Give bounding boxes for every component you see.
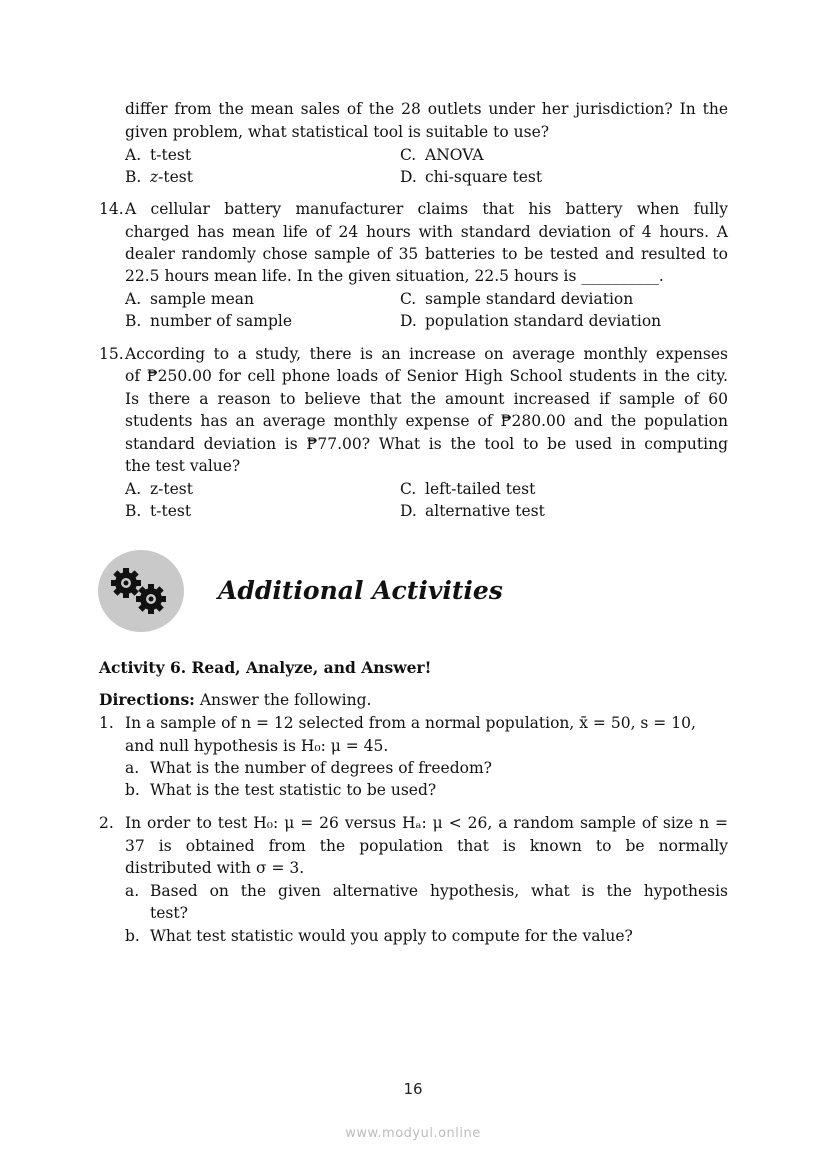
item-1-line-1: In a sample of n = 12 selected from a normal population, x̄ = 50, s = 10, — [125, 714, 696, 732]
item-2-line-2: 37 is obtained from the population that is known to be normally — [125, 837, 728, 855]
q15-line-2: of ₱250.00 for cell phone loads of Senior High School students in the city. — [125, 367, 728, 385]
q13-option-a: A. t-test — [125, 146, 192, 164]
q15-line-4: students has an average monthly expense of ₱280.00 and the population — [125, 412, 728, 430]
q15-line-5: standard deviation is ₱77.00? What is the tool to be used in computing — [125, 435, 728, 453]
activity-heading: Activity 6. Read, Analyze, and Answer! — [99, 658, 432, 677]
q14-option-c: C. sample standard deviation — [400, 290, 634, 308]
gears-icon — [98, 550, 184, 632]
q15-option-c: C. left-tailed test — [400, 480, 536, 498]
q14-line-2: charged has mean life of 24 hours with standard deviation of 4 hours. A — [125, 223, 728, 241]
item-2-sub-a-line-2: test? — [150, 904, 188, 922]
q15-number: 15. — [99, 345, 124, 363]
q15-option-b: B. t-test — [125, 502, 192, 520]
q13-line-1: differ from the mean sales of the 28 outlets under her jurisdiction? In the — [125, 100, 728, 118]
item-1-line-2: and null hypothesis is H₀: μ = 45. — [125, 737, 389, 755]
directions: Directions: Answer the following. — [99, 690, 372, 709]
q13-option-d: D. chi-square test — [400, 168, 543, 186]
item-1-sub-a: a. What is the number of degrees of freedom? — [125, 759, 492, 777]
q13-line-2: given problem, what statistical tool is suitable to use? — [125, 123, 550, 141]
q15-line-3: Is there a reason to believe that the amount increased if sample of 60 — [125, 390, 728, 408]
item-2-sub-a-letter: a. — [125, 882, 140, 900]
q15-option-a: A. z-test — [125, 480, 193, 498]
gears-svg — [98, 550, 184, 632]
q15-line-1: According to a study, there is an increase on average monthly expenses — [125, 345, 728, 363]
q14-option-d: D. population standard deviation — [400, 312, 662, 330]
watermark: www.modyul.online — [345, 1126, 481, 1141]
q14-line-3: dealer randomly chose sample of 35 batteries to be tested and resulted to — [125, 245, 728, 263]
item-2-line-1: In order to test H₀: μ = 26 versus Hₐ: μ < 26, a random sample of size n = — [125, 814, 728, 832]
q14-option-b: B. number of sample — [125, 312, 293, 330]
q15-line-6: the test value? — [125, 457, 241, 475]
q15-option-d: D. alternative test — [400, 502, 545, 520]
section-title: Additional Activities — [218, 576, 503, 605]
q14-line-4: 22.5 hours mean life. In the given situation, 22.5 hours is __________. — [125, 267, 664, 285]
item-2-sub-b: b. What test statistic would you apply to compute for the value? — [125, 927, 633, 945]
item-2-line-3: distributed with σ = 3. — [125, 859, 305, 877]
item-2-number: 2. — [99, 814, 114, 832]
q13-option-c: C. ANOVA — [400, 146, 484, 164]
item-1-number: 1. — [99, 714, 114, 732]
q14-number: 14. — [99, 200, 124, 218]
q14-line-1: A cellular battery manufacturer claims that his battery when fully — [125, 200, 728, 218]
item-1-sub-b: b. What is the test statistic to be used? — [125, 781, 437, 799]
page-number: 16 — [403, 1080, 423, 1098]
q14-option-a: A. sample mean — [125, 290, 254, 308]
q13-option-b: B. z-test — [125, 168, 193, 186]
item-2-sub-a-line-1: Based on the given alternative hypothesis, what is the hypothesis — [150, 882, 728, 900]
